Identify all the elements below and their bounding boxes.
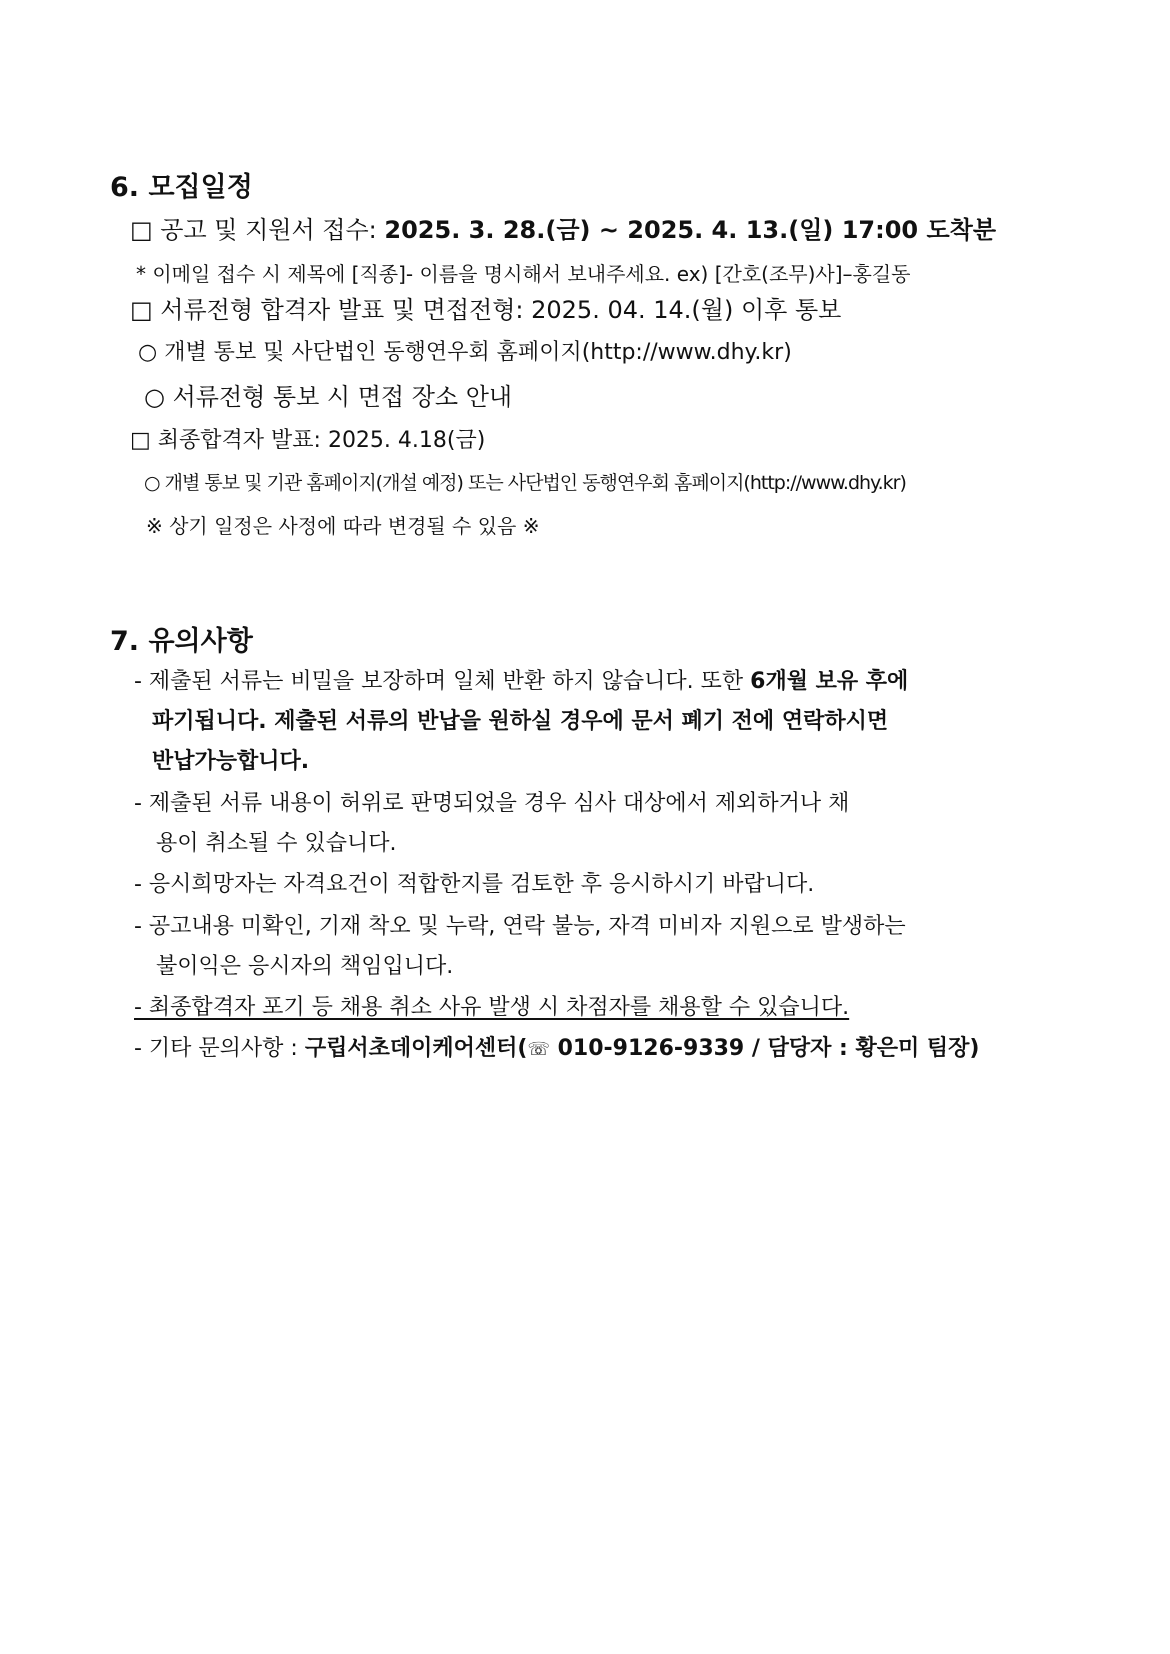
schedule-item-application-label: □ 공고 및 지원서 접수: [130, 216, 385, 244]
schedule-item-final-announcement: □ 최종합격자 발표: 2025. 4.18(금) [130, 428, 486, 453]
email-subject-note: * 이메일 접수 시 제목에 [직종]- 이름을 명시해서 보내주세요. ex) [간호(조무)사]–홍길동 [136, 262, 911, 286]
schedule-subitem-final-notice: ○ 개별 통보 및 기관 홈페이지(개설 예정) 또는 사단법인 동행연우회 홈페이지(http://www.dhy.kr) [144, 472, 906, 494]
section-6-heading: 6. 모집일정 [110, 172, 253, 203]
caution-item-5: - 최종합격자 포기 등 채용 취소 사유 발생 시 차점자를 채용할 수 있습니다. [134, 995, 850, 1020]
schedule-subitem-interview-location: ○ 서류전형 통보 시 면접 장소 안내 [144, 383, 513, 411]
schedule-change-notice: ※ 상기 일정은 사정에 따라 변경될 수 있음 ※ [146, 514, 540, 538]
caution-item-1-line-3: 반납가능합니다. [152, 749, 310, 774]
phone-icon: ☏ [527, 1039, 550, 1060]
caution-item-6-contact [134, 1036, 979, 1062]
contact-phone-and-manager: 010-9126-9339 / 담당자 : 황은미 팀장) [549, 1036, 980, 1061]
schedule-item-application [130, 216, 996, 245]
caution-item-4-line-1: - 공고내용 미확인, 기재 착오 및 누락, 연락 불능, 자격 미비자 지원으로 발생하는 [134, 914, 906, 939]
caution-item-1-line-1 [134, 669, 908, 695]
caution-item-2-line-1: - 제출된 서류 내용이 허위로 판명되었을 경우 심사 대상에서 제외하거나 채 [134, 791, 850, 816]
caution-item-1-text: - 제출된 서류는 비밀을 보장하며 일체 반환 하지 않습니다. 또한 [134, 669, 751, 694]
schedule-item-document-screening: □ 서류전형 합격자 발표 및 면접전형: 2025. 04. 14.(월) 이후 통보 [130, 296, 842, 324]
contact-label: - 기타 문의사항 : [134, 1036, 305, 1061]
schedule-item-application-dates: 2025. 3. 28.(금) ~ 2025. 4. 13.(일) 17:00 도착분 [384, 216, 997, 244]
caution-item-1-emphasis: 6개월 보유 후에 [750, 669, 909, 694]
caution-item-4-line-2: 불이익은 응시자의 책임입니다. [156, 954, 454, 979]
schedule-subitem-individual-notice: ○ 개별 통보 및 사단법인 동행연우회 홈페이지(http://www.dhy.kr) [138, 340, 792, 365]
caution-item-3: - 응시희망자는 자격요건이 적합한지를 검토한 후 응시하시기 바랍니다. [134, 872, 815, 897]
caution-item-1-line-2: 파기됩니다. 제출된 서류의 반납을 원하실 경우에 문서 폐기 전에 연락하시면 [152, 709, 889, 734]
section-7-heading: 7. 유의사항 [110, 626, 253, 657]
caution-item-2-line-2: 용이 취소될 수 있습니다. [156, 831, 397, 856]
contact-center-name: 구립서초데이케어센터( [304, 1036, 528, 1061]
